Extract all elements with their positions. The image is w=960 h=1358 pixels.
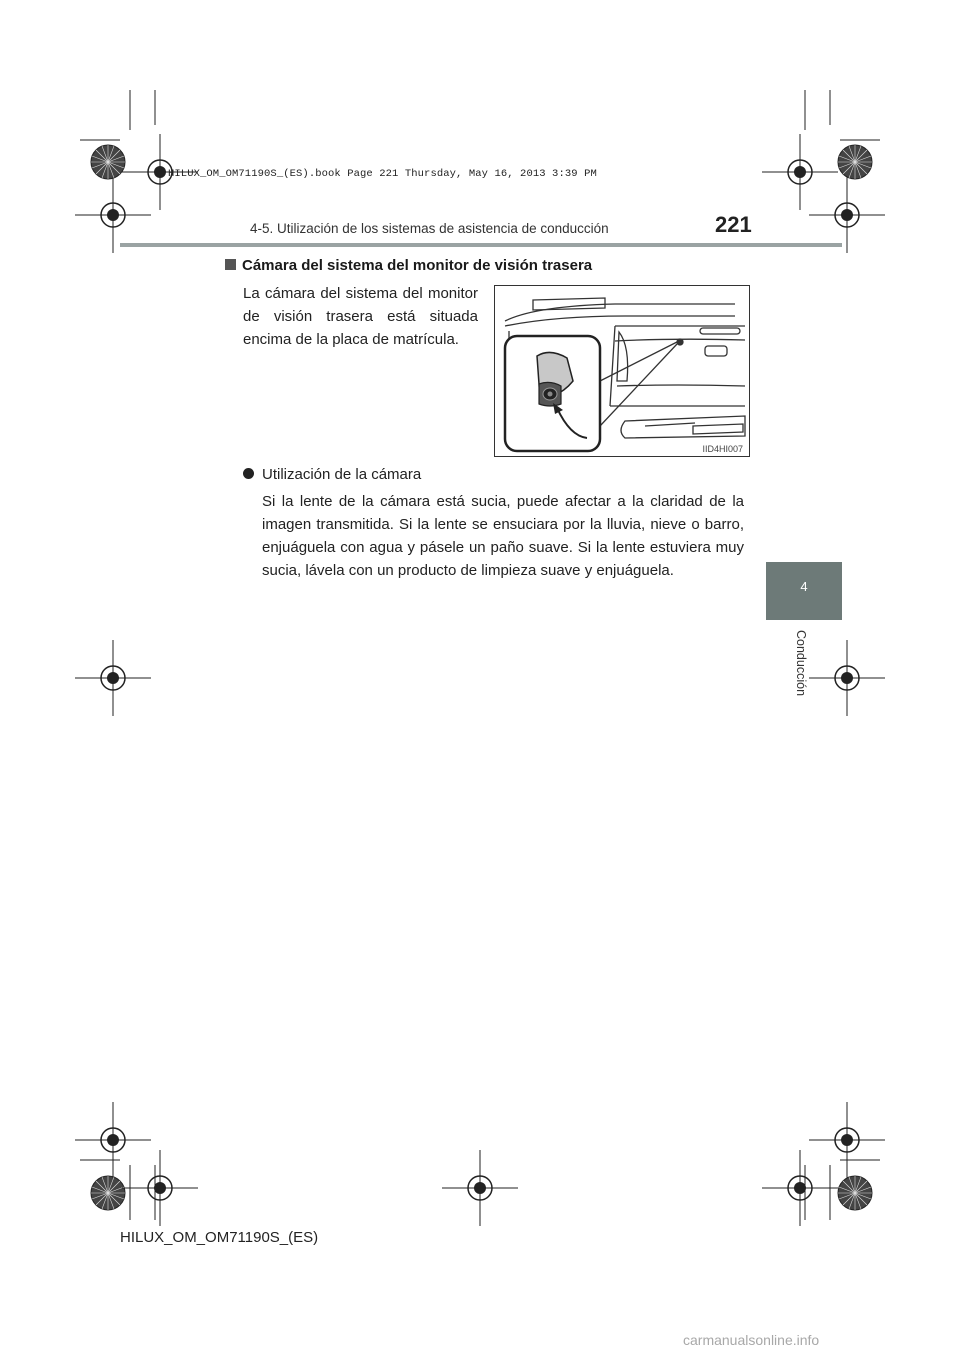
camera-illustration: [494, 285, 750, 457]
watermark-link[interactable]: carmanualsonline.info: [683, 1332, 820, 1348]
page-number: 221: [715, 212, 752, 237]
chapter-tab-number: 4: [800, 579, 808, 594]
camera-location-paragraph: La cámara del sistema del monitor de visión trasera está situada encima de la placa de matrícula.: [243, 285, 478, 348]
chapter-tab[interactable]: [766, 562, 842, 620]
truck-rear-camera-drawing: [495, 286, 750, 457]
book-stamp: HILUX_OM_OM71190S_(ES).book Page 221 Thursday, May 16, 2013 3:39 PM: [168, 168, 597, 180]
bullet-heading: [243, 466, 421, 483]
camera-cleaning-paragraph: Si la lente de la cámara está sucia, puede afectar a la claridad de la imagen transmitida. Si la lente se ensuciara por la lluvia, nieve o barro, enjuáguela con agua y pásele un paño suave. Si la lente estuviera muy sucia, lávela con un producto de limpieza suave y enjuáguela.: [262, 493, 744, 579]
round-bullet-icon: [243, 468, 254, 479]
section-heading-text: Cámara del sistema del monitor de visión trasera: [242, 257, 593, 274]
footer-code: HILUX_OM_OM71190S_(ES): [120, 1229, 319, 1246]
square-bullet-icon: [225, 259, 236, 270]
header-rule: [120, 243, 842, 247]
chapter-label: Conducción: [794, 630, 808, 697]
bullet-heading-text: Utilización de la cámara: [262, 466, 422, 483]
section-heading: [225, 257, 592, 274]
header-section-title: 4-5. Utilización de los sistemas de asistencia de conducción: [250, 221, 609, 236]
chapter-label-wrap: [788, 630, 808, 710]
figure-code: IID4HI007: [702, 444, 743, 454]
